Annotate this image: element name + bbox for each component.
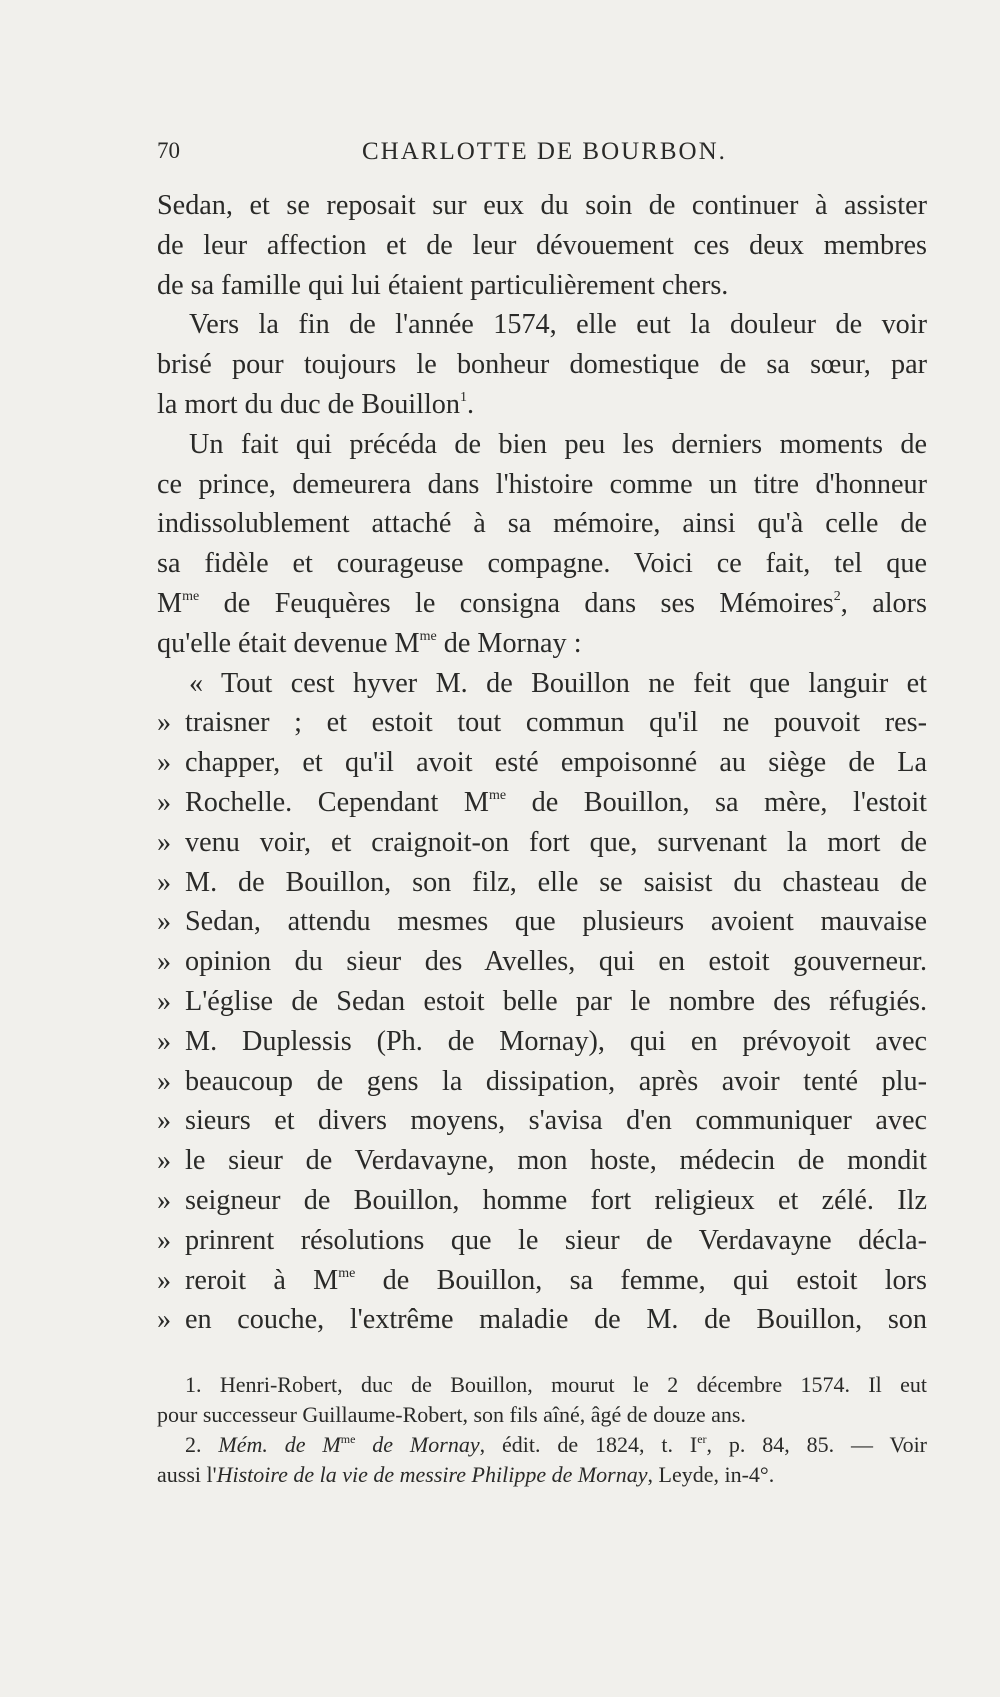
text-line: Vers la fin de l'année 1574, elle eut la douleur de voir (189, 309, 927, 341)
text-line: brisé pour toujours le bonheur domestique de sa sœur, par (157, 349, 927, 381)
quote-mark: » (157, 826, 172, 858)
quote-mark: » (157, 747, 172, 779)
text-line: indissolublement attaché à sa mémoire, ainsi qu'à celle de (157, 508, 927, 540)
quote-mark: » (157, 866, 172, 898)
quote-line: » venu voir, et craignoit-on fort que, survenant la mort de (157, 823, 927, 863)
footnote-1-cont: pour successeur Guillaume-Robert, son fils aîné, âgé de douze ans. (157, 1402, 746, 1427)
quote-line: » Rochelle. Cependant $M^{me}$ de Bouillon, sa mère, l'estoit (157, 783, 927, 823)
quote-mark: » (157, 1224, 172, 1256)
quote-line: » seigneur de Bouillon, homme fort religieux et zélé. Ilz (157, 1181, 927, 1221)
quote-mark: » (157, 906, 172, 938)
footnote-1: 1. Henri-Robert, duc de Bouillon, mourut le 2 décembre 1574. Il eut (185, 1372, 927, 1397)
text-line: Sedan, et se reposait sur eux du soin de continuer à assister (157, 190, 927, 221)
quote-mark: » (157, 985, 172, 1017)
quote-line: » sieurs et divers moyens, s'avisa d'en communiquer avec (157, 1101, 927, 1141)
footnote-ref[interactable]: 1 (459, 389, 467, 405)
quote-mark: » (157, 1304, 172, 1336)
quote-mark: » (157, 786, 172, 818)
quote-line: » beaucoup de gens la dissipation, après avoir tenté plu- (157, 1062, 927, 1102)
quote-line: » prinrent résolutions que le sieur de Verdavayne décla- (157, 1221, 927, 1261)
footnote-ref[interactable]: 2 (833, 588, 841, 604)
quote-line: « Tout cest hyver M. de Bouillon ne feit que languir et (189, 667, 927, 699)
quote-line: » en couche, l'extrême maladie de M. de Bouillon, son (157, 1300, 927, 1340)
quote-mark: » (157, 707, 172, 739)
quote-mark: » (157, 1065, 172, 1097)
page-header (157, 138, 927, 178)
quote-mark: » (157, 1145, 172, 1177)
text-line: sa fidèle et courageuse compagne. Voici ce fait, tel que (157, 548, 927, 580)
text-line: Un fait qui précéda de bien peu les derniers moments de (189, 428, 927, 460)
quote-line: » L'église de Sedan estoit belle par le nombre des réfugiés. (157, 982, 927, 1022)
footnote-2: 2. Mém. de $M^{me}$ de Mornay, édit. de 1824, t. Ier, p. 84, 85. — Voir (185, 1432, 928, 1457)
text-line: de sa famille qui lui étaient particulièrement chers. (157, 269, 729, 301)
page-number: 70 (157, 138, 180, 163)
footnote-2-cont: aussi l'Histoire de la vie de messire Philippe de Mornay, Leyde, in-4°. (157, 1462, 775, 1487)
text-line: ce prince, demeurera dans l'histoire comme un titre d'honneur (157, 468, 927, 500)
quote-mark: » (157, 1105, 172, 1137)
quote-mark: » (157, 1264, 172, 1296)
quote-line: » M. de Bouillon, son filz, elle se saisist du chasteau de (157, 863, 927, 903)
text-line: $M^{me}$ de Feuquères le consigna dans ses Mémoires$^2$, alors (157, 587, 928, 619)
quote-mark: » (157, 1184, 172, 1216)
footnotes (157, 1370, 927, 1490)
text-line: de leur affection et de leur dévouement ces deux membres (157, 229, 927, 261)
quote-line: » opinion du sieur des Avelles, qui en estoit gouverneur. (157, 942, 927, 982)
quote-mark: » (157, 946, 172, 978)
body-text (157, 186, 927, 1340)
running-title: CHARLOTTE DE BOURBON. (362, 138, 727, 165)
text-line: qu'elle était devenue $M^{me}$ de Mornay : (157, 627, 582, 659)
quote-line: » reroit à $M^{me}$ de Bouillon, sa femme, qui estoit lors (157, 1261, 927, 1301)
quote-line: » traisner ; et estoit tout commun qu'il ne pouvoit res- (157, 703, 927, 743)
quote-line: » Sedan, attendu mesmes que plusieurs avoient mauvaise (157, 902, 927, 942)
quote-mark: » (157, 1025, 172, 1057)
text-line: la mort du duc de Bouillon$^1$. (157, 388, 475, 420)
quote-line: » M. Duplessis (Ph. de Mornay), qui en prévoyoit avec (157, 1022, 927, 1062)
quote-line: » le sieur de Verdavayne, mon hoste, médecin de mondit (157, 1141, 927, 1181)
quote-line: » chapper, et qu'il avoit esté empoisonné au siège de La (157, 743, 927, 783)
